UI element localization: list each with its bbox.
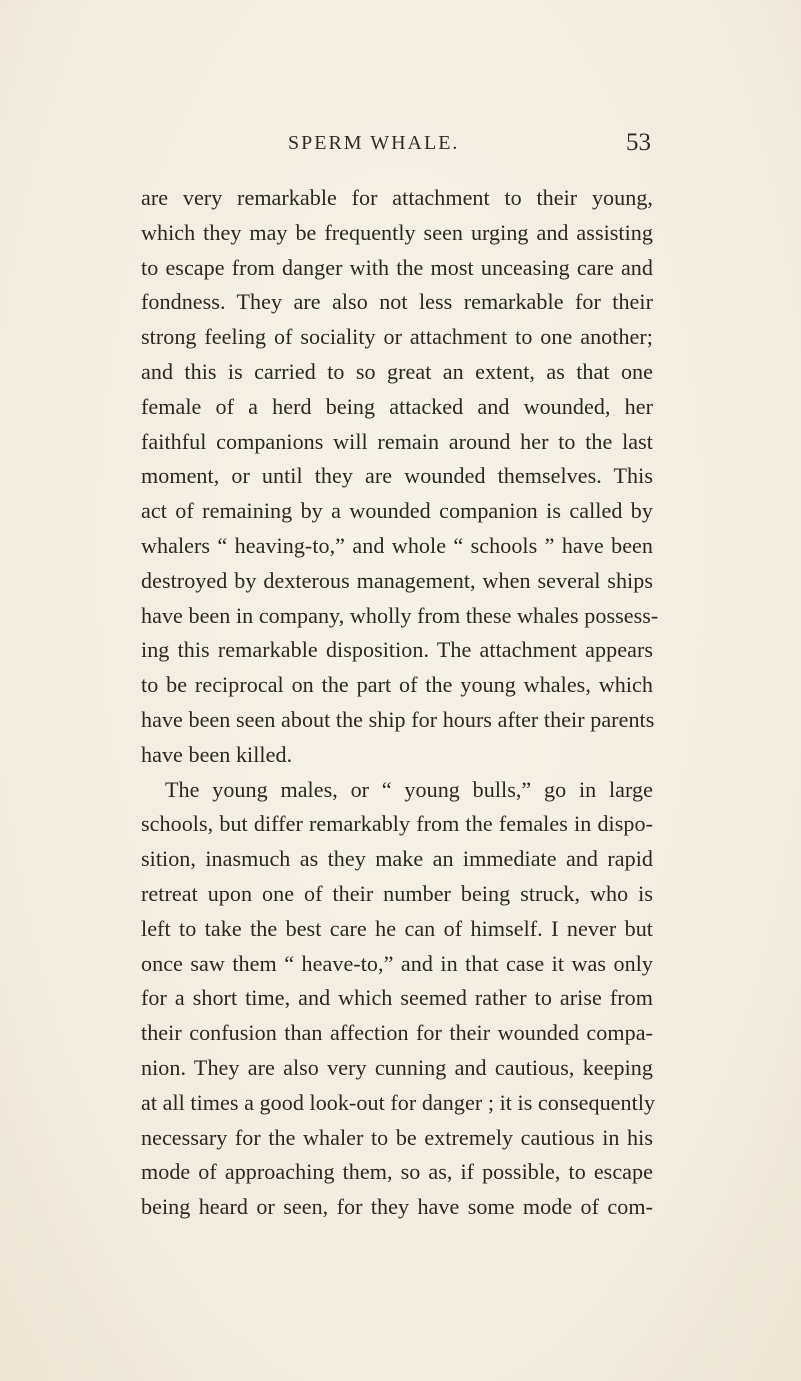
text-line: The young males, or “ young bulls,” go in large: [165, 776, 653, 802]
page-number: 53: [626, 129, 651, 156]
running-head: [0, 129, 801, 162]
paragraph-1: [141, 181, 659, 773]
text-line: strong feeling of sociality or attachment to one another;: [141, 324, 653, 350]
text-line: once saw them “ heave-to,” and in that case it was only: [141, 950, 653, 976]
text-line: ing this remarkable disposition. The attachment appears: [141, 637, 653, 663]
text-line: necessary for the whaler to be extremely cautious in his: [141, 1124, 653, 1150]
text-line: their confusion than affection for their wounded compa-: [141, 1020, 653, 1046]
text-line: being heard or seen, for they have some mode of com-: [141, 1194, 653, 1220]
text-line: are very remarkable for attachment to their young,: [141, 185, 653, 210]
text-line: and this is carried to so great an extent, as that one: [141, 358, 653, 384]
text-line: which they may be frequently seen urging and assisting: [141, 219, 653, 245]
text-line: to escape from danger with the most unceasing care and: [141, 254, 653, 280]
body-text: [141, 181, 659, 1225]
text-line: nion. They are also very cunning and cautious, keeping: [141, 1054, 653, 1080]
text-line: at all times a good look-out for danger ; it is consequently: [141, 1089, 656, 1115]
text-line: have been in company, wholly from these whales possess-: [141, 602, 659, 628]
text-line: have been seen about the ship for hours after their parents: [141, 706, 655, 732]
text-line: destroyed by dexterous management, when several ships: [141, 567, 653, 593]
text-line: schools, but differ remarkably from the females in dispo-: [141, 811, 653, 837]
text-line: female of a herd being attacked and wounded, her: [141, 393, 653, 419]
paragraph-2: [141, 773, 656, 1225]
running-title: SPERM WHALE.: [288, 132, 460, 154]
text-line: fondness. They are also not less remarkable for their: [141, 289, 653, 315]
text-line: sition, inasmuch as they make an immediate and rapid: [141, 846, 653, 872]
text-line: retreat upon one of their number being struck, who is: [141, 880, 653, 906]
text-line: faithful companions will remain around her to the last: [141, 428, 653, 454]
text-line: mode of approaching them, so as, if possible, to escape: [141, 1159, 653, 1185]
text-line: have been killed.: [141, 741, 293, 767]
text-line: whalers “ heaving-to,” and whole “ schools ” have been: [141, 532, 653, 558]
text-line: for a short time, and which seemed rather to arise from: [141, 985, 653, 1011]
text-line: moment, or until they are wounded themselves. This: [141, 463, 653, 489]
text-line: to be reciprocal on the part of the young whales, which: [141, 672, 653, 698]
text-line: act of remaining by a wounded companion is called by: [141, 498, 653, 524]
text-line: left to take the best care he can of himself. I never but: [141, 915, 653, 941]
